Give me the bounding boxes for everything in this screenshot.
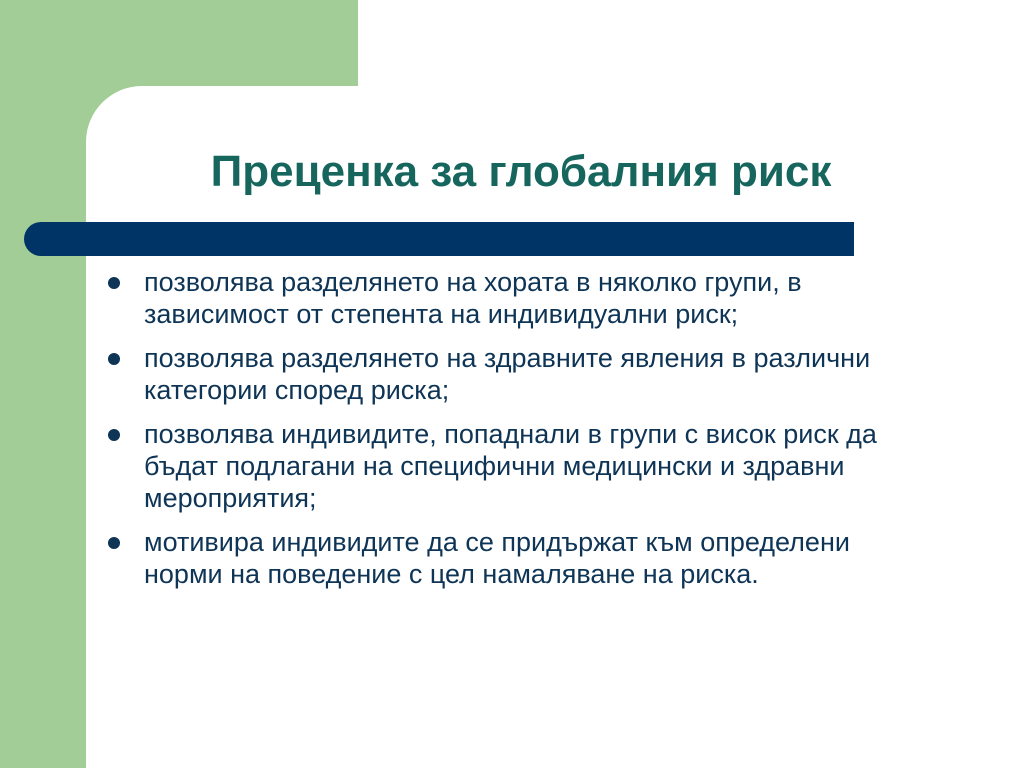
top-right-white-area [358, 0, 1024, 86]
bullet-dot-icon [108, 429, 120, 441]
bullet-item-4 [106, 526, 936, 590]
bullet-item-1 [106, 266, 936, 330]
bullet-text-2: позволява разделянето на здравните явления в различни категории според риска; [144, 343, 871, 405]
bullet-item-3 [106, 418, 936, 514]
slide-title: Преценка за глобалния риск [210, 147, 832, 196]
bullet-text-4: мотивира индивидите да се придържат към определени норми на поведение с цел намаляване на риска. [144, 527, 850, 589]
title-divider-bar [24, 222, 854, 256]
bullet-item-2 [106, 342, 936, 406]
bullet-text-1: позволява разделянето на хората в няколко групи, в зависимост от степента на индивидуални риск; [144, 267, 802, 329]
bullet-text-3: позволява индивидите, попаднали в групи с висок риск да бъдат подлагани на специфични медицински и здравни мероприятия; [144, 419, 877, 513]
bullet-dot-icon [108, 277, 120, 289]
bullet-dot-icon [108, 537, 120, 549]
bullet-list [106, 266, 936, 602]
bullet-dot-icon [108, 353, 120, 365]
